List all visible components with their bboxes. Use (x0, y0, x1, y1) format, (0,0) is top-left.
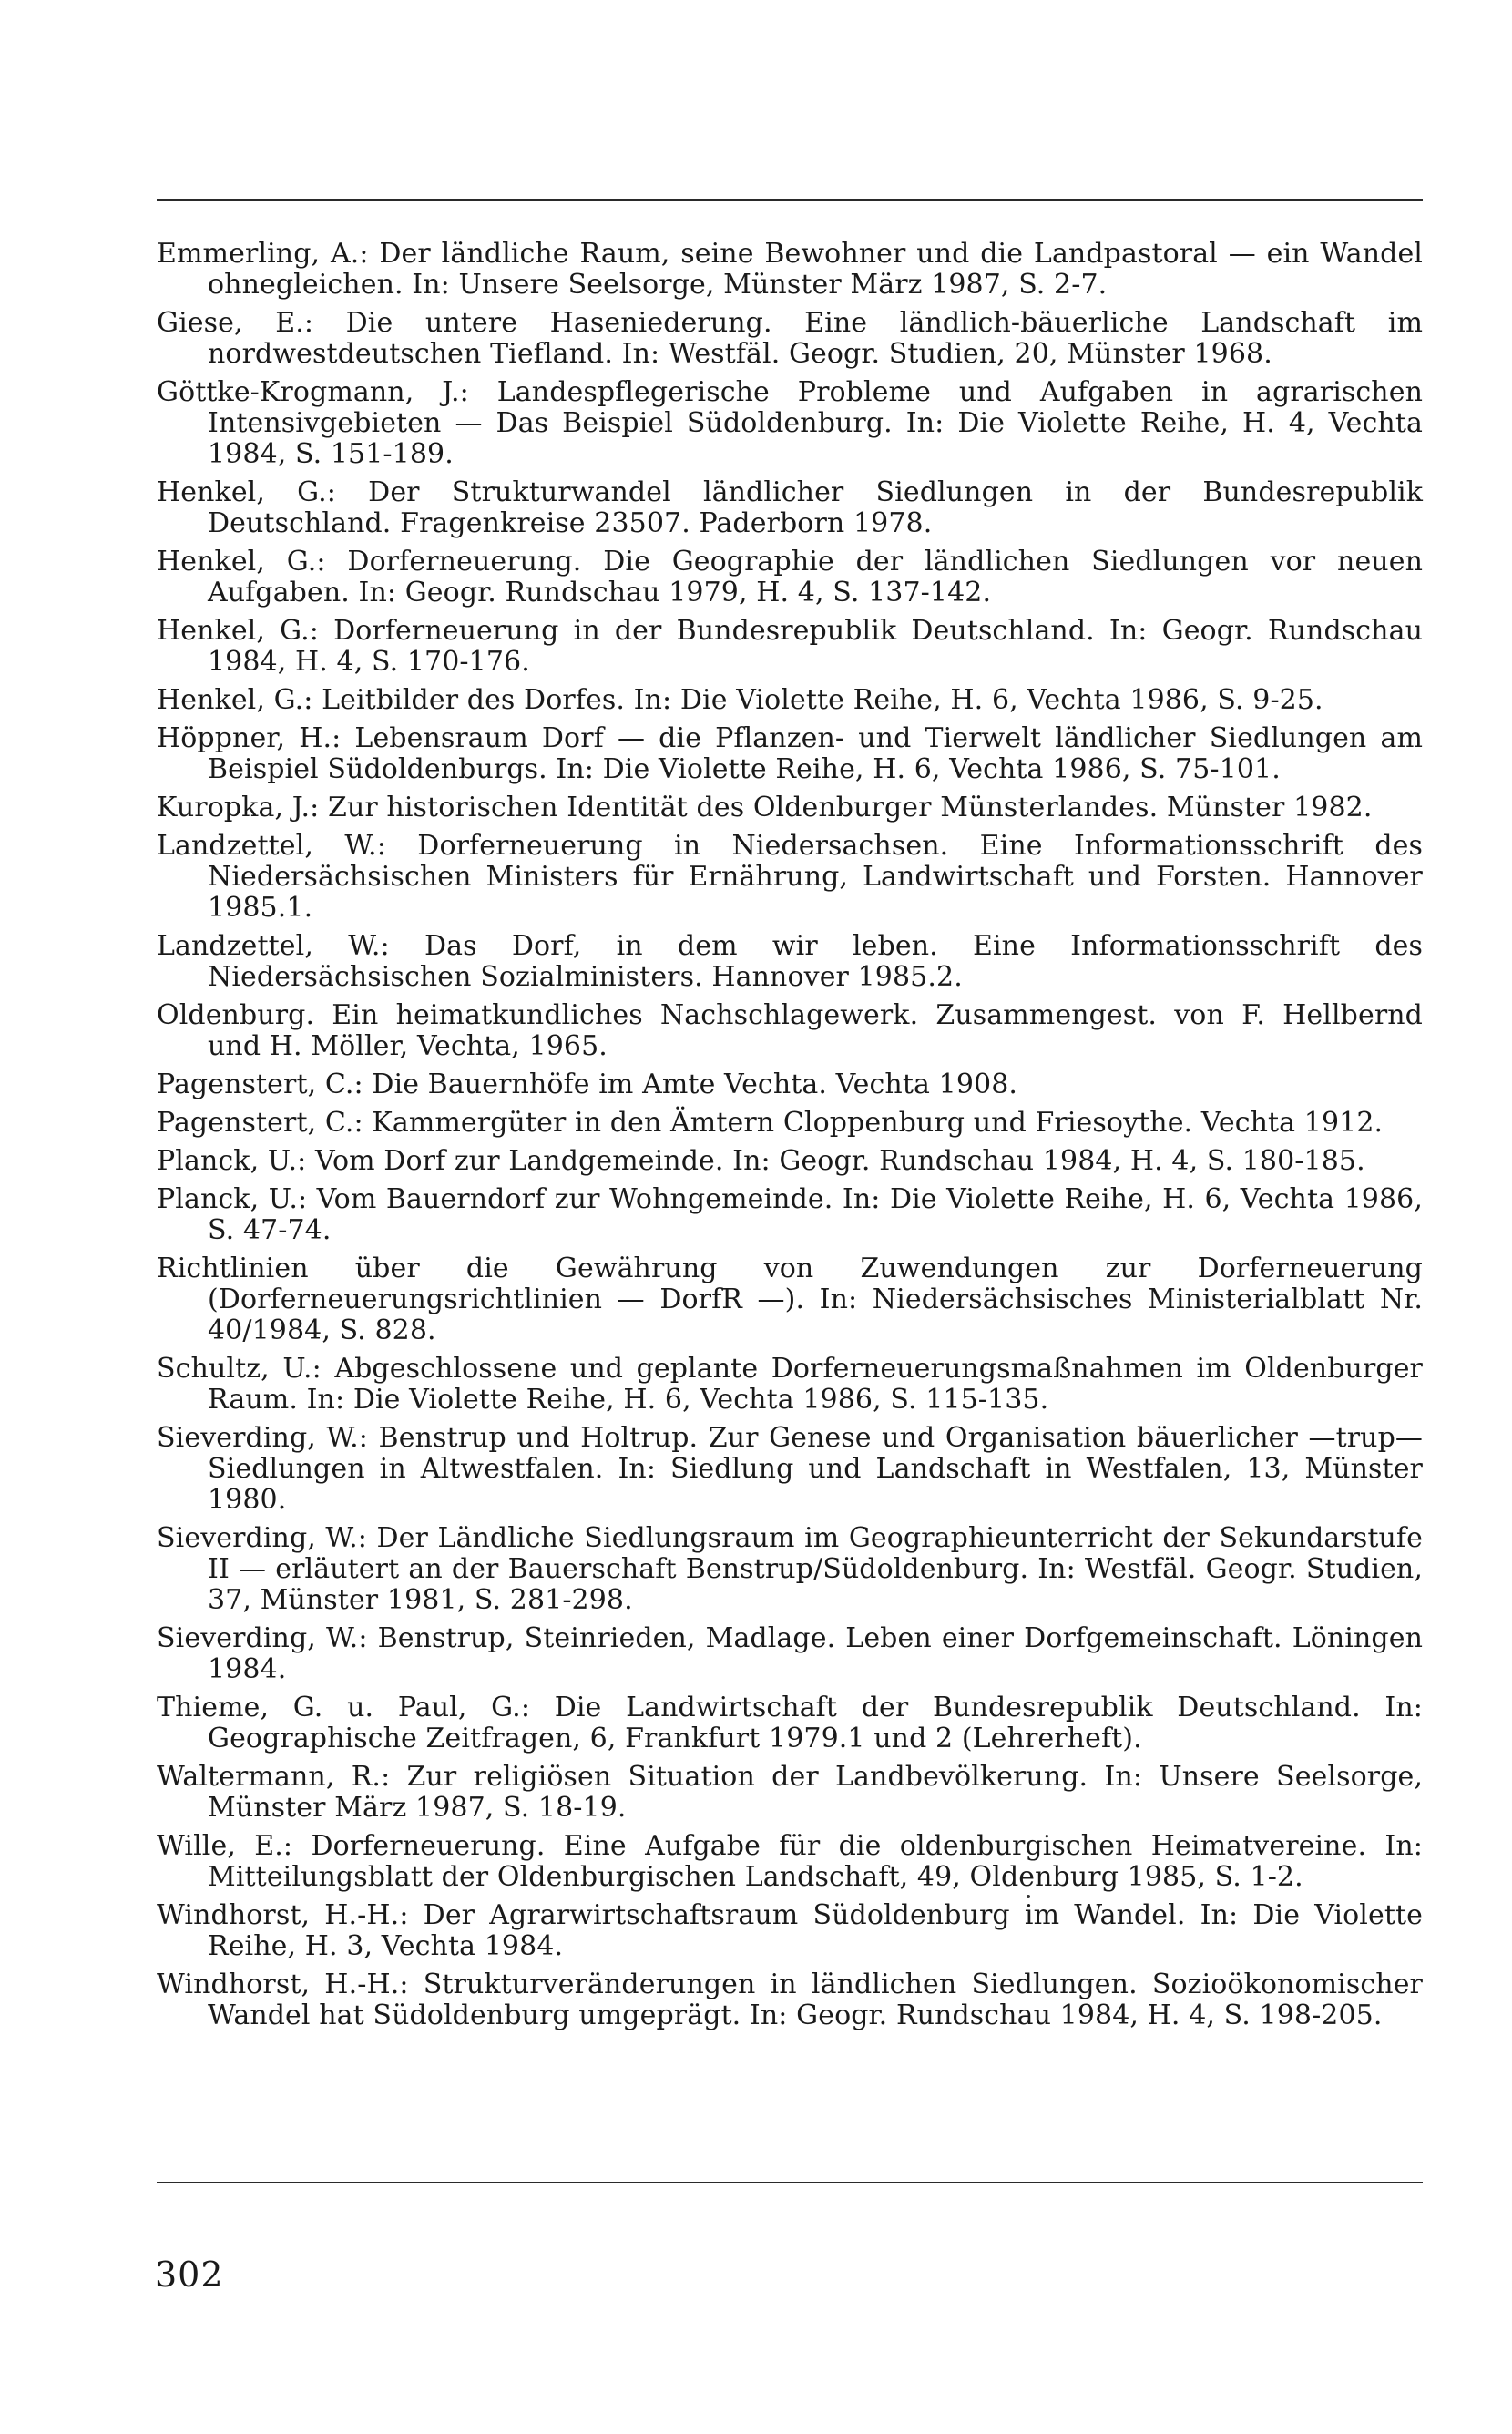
bibliography-entry: Richtlinien über die Gewährung von Zuwendungen zur Dorferneuerung (Dorferneuerungsrichtlinien — DorfR —). In: Niedersächsisches Ministerialblatt Nr. 40/1984, S. 828. (157, 1253, 1423, 1346)
ink-speck (1027, 1895, 1030, 1898)
bibliography-entry: Höppner, H.: Lebensraum Dorf — die Pflanzen- und Tierwelt ländlicher Siedlungen am Beispiel Südoldenburgs. In: Die Violette Reihe, H. 6, Vechta 1986, S. 75-101. (157, 722, 1423, 785)
bibliography-entry: Kuropka, J.: Zur historischen Identität des Oldenburger Münsterlandes. Münster 1982. (157, 792, 1373, 823)
bibliography-entry: Planck, U.: Vom Dorf zur Landgemeinde. In: Geogr. Rundschau 1984, H. 4, S. 180-185. (157, 1145, 1365, 1177)
bibliography-entry: Wille, E.: Dorferneuerung. Eine Aufgabe für die oldenburgischen Heimatvereine. In: Mitteilungsblatt der Oldenburgischen Landschaft, 49, Oldenburg 1985, S. 1-2. (157, 1830, 1423, 1893)
bottom-rule (157, 2182, 1423, 2183)
page-number: 302 (155, 2255, 224, 2295)
top-rule (157, 199, 1423, 201)
bibliography-entry: Emmerling, A.: Der ländliche Raum, seine Bewohner und die Landpastoral — ein Wandel ohnegleichen. In: Unsere Seelsorge, Münster März 1987, S. 2-7. (157, 238, 1423, 301)
bibliography-entry: Henkel, G.: Dorferneuerung. Die Geographie der ländlichen Siedlungen vor neuen Aufgaben. In: Geogr. Rundschau 1979, H. 4, S. 137-142. (157, 546, 1423, 608)
bibliography-entry: Henkel, G.: Leitbilder des Dorfes. In: Die Violette Reihe, H. 6, Vechta 1986, S. 9-25. (157, 684, 1323, 716)
bibliography-entry: Thieme, G. u. Paul, G.: Die Landwirtschaft der Bundesrepublik Deutschland. In: Geographische Zeitfragen, 6, Frankfurt 1979.1 und 2 (Lehrerheft). (157, 1692, 1423, 1754)
bibliography-entry: Göttke-Krogmann, J.: Landespflegerische Probleme und Aufgaben in agrarischen Intensivgebieten — Das Beispiel Südoldenburg. In: Die Violette Reihe, H. 4, Vechta 1984, S. 151-189. (157, 376, 1423, 470)
bibliography-entry: Waltermann, R.: Zur religiösen Situation der Landbevölkerung. In: Unsere Seelsorge, Münster März 1987, S. 18-19. (157, 1761, 1423, 1824)
bibliography-entry: Windhorst, H.-H.: Strukturveränderungen in ländlichen Siedlungen. Sozioökonomischer Wandel hat Südoldenburg umgeprägt. In: Geogr. Rundschau 1984, H. 4, S. 198-205. (157, 1969, 1423, 2031)
bibliography-entry: Pagenstert, C.: Kammergüter in den Ämtern Cloppenburg und Friesoythe. Vechta 1912. (157, 1107, 1384, 1139)
bibliography-entry: Sieverding, W.: Benstrup, Steinrieden, Madlage. Leben einer Dorfgemeinschaft. Löningen 1984. (157, 1622, 1423, 1685)
bibliography-entry: Henkel, G.: Der Strukturwandel ländlicher Siedlungen in der Bundesrepublik Deutschland. Fragenkreise 23507. Paderborn 1978. (157, 476, 1423, 539)
bibliography-entry: Pagenstert, C.: Die Bauernhöfe im Amte Vechta. Vechta 1908. (157, 1069, 1018, 1100)
bibliography-entry: Windhorst, H.-H.: Der Agrarwirtschaftsraum Südoldenburg im Wandel. In: Die Violette Reihe, H. 3, Vechta 1984. (157, 1899, 1423, 1962)
bibliography-list (157, 239, 1423, 2039)
bibliography-entry: Landzettel, W.: Dorferneuerung in Niedersachsen. Eine Informationsschrift des Niedersächsischen Ministers für Ernährung, Landwirtschaft und Forsten. Hannover 1985.1. (157, 830, 1423, 924)
bibliography-entry: Sieverding, W.: Benstrup und Holtrup. Zur Genese und Organisation bäuerlicher —trup— Siedlungen in Altwestfalen. In: Siedlung und Landschaft in Westfalen, 13, Münster 1980. (157, 1422, 1423, 1516)
bibliography-entry: Oldenburg. Ein heimatkundliches Nachschlagewerk. Zusammengest. von F. Hellbernd und H. Möller, Vechta, 1965. (157, 999, 1423, 1062)
bibliography-entry: Schultz, U.: Abgeschlossene und geplante Dorferneuerungsmaßnahmen im Oldenburger Raum. In: Die Violette Reihe, H. 6, Vechta 1986, S. 115-135. (157, 1353, 1423, 1416)
bibliography-entry: Planck, U.: Vom Bauerndorf zur Wohngemeinde. In: Die Violette Reihe, H. 6, Vechta 1986, S. 47-74. (157, 1183, 1423, 1246)
bibliography-entry: Giese, E.: Die untere Haseniederung. Eine ländlich-bäuerliche Landschaft im nordwestdeutschen Tiefland. In: Westfäl. Geogr. Studien, 20, Münster 1968. (157, 307, 1423, 370)
bibliography-entry: Sieverding, W.: Der Ländliche Siedlungsraum im Geographieunterricht der Sekundarstufe II — erläutert an der Bauerschaft Benstrup/Südoldenburg. In: Westfäl. Geogr. Studien, 37, Münster 1981, S. 281-298. (157, 1522, 1423, 1616)
bibliography-entry: Henkel, G.: Dorferneuerung in der Bundesrepublik Deutschland. In: Geogr. Rundschau 1984, H. 4, S. 170-176. (157, 615, 1423, 678)
bibliography-entry: Landzettel, W.: Das Dorf, in dem wir leben. Eine Informationsschrift des Niedersächsischen Sozialministers. Hannover 1985.2. (157, 930, 1423, 993)
